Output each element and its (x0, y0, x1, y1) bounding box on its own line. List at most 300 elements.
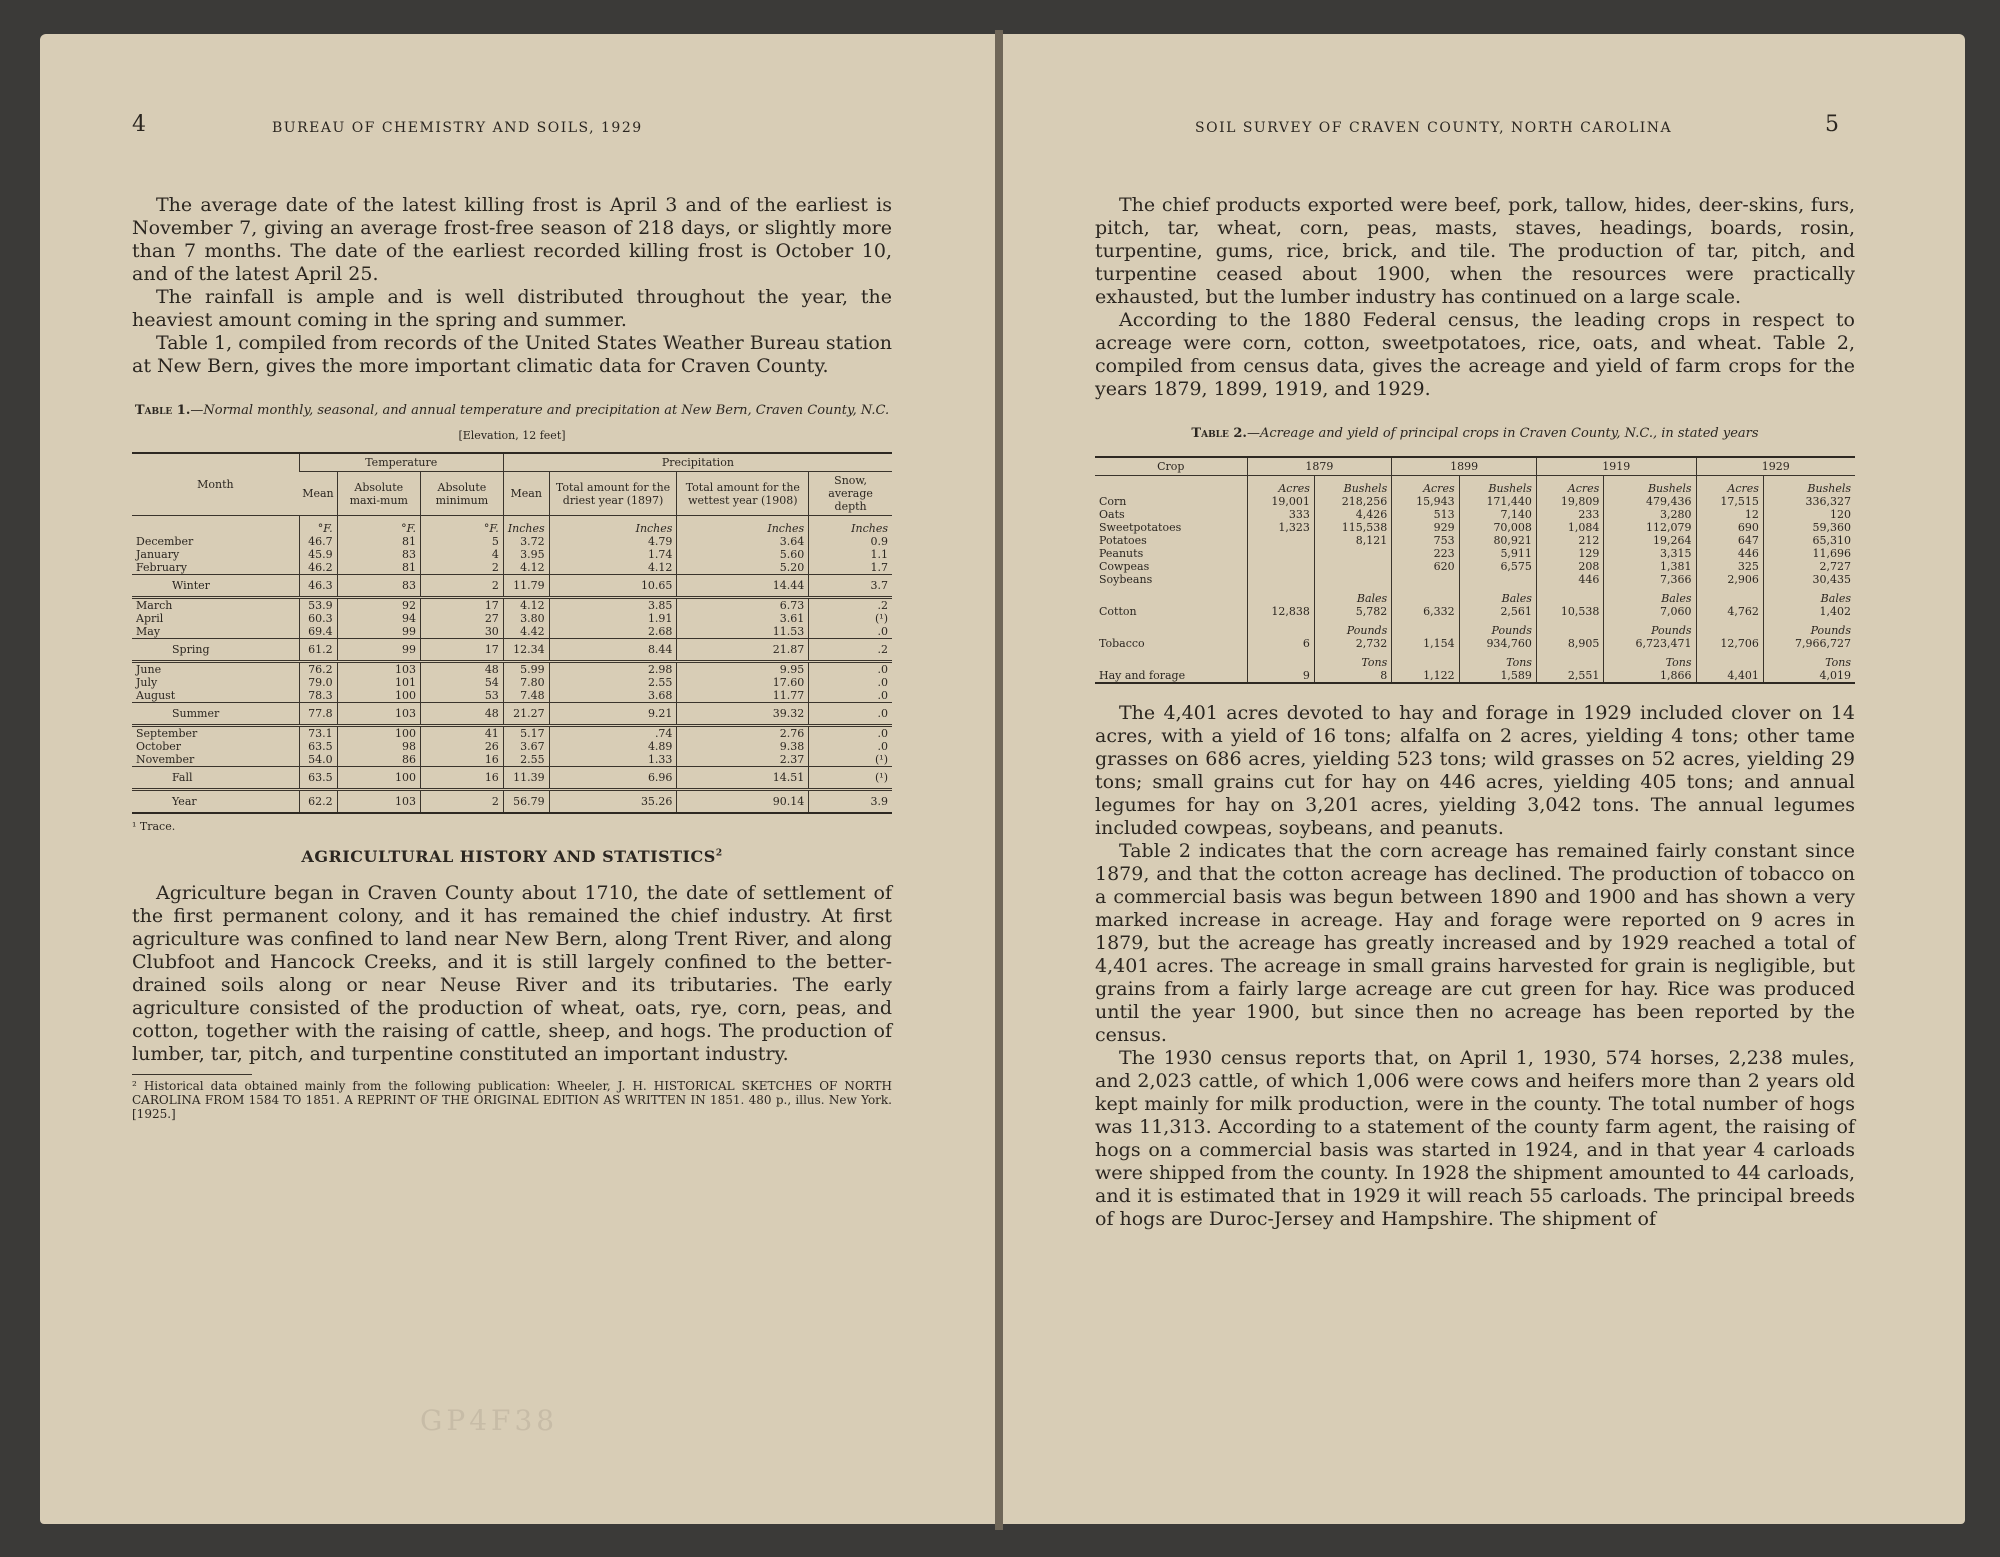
table-cell: 103 (337, 703, 420, 726)
unit-label: Acres (1536, 476, 1603, 496)
col-year: 1919 (1536, 457, 1696, 476)
table-cell: Corn (1099, 495, 1127, 508)
table-cell: 6,575 (1459, 560, 1536, 573)
table-cell: 5.60 (677, 548, 809, 561)
table-cell: 4 (421, 548, 504, 561)
table-cell: 4.89 (549, 740, 677, 753)
table1-label: Table 1. (134, 403, 191, 418)
table-cell: 61.2 (299, 639, 337, 662)
unit-label: Bales (1459, 586, 1536, 605)
table-cell: 479,436 (1604, 495, 1696, 508)
table2-caption (1095, 425, 1855, 442)
table-cell: 2 (421, 575, 504, 598)
unit-label: Pounds (1459, 618, 1536, 637)
unit-label: Acres (1696, 476, 1763, 496)
table-cell: 5.17 (503, 726, 549, 741)
table-row (1095, 534, 1855, 547)
table1-footnote: ¹ Trace. (132, 820, 176, 833)
table-cell: 8.44 (549, 639, 677, 662)
footnote: ² Historical data obtained mainly from the following publication: Wheeler, J. H. HISTORICAL SKETCHES OF NORTH CAROLINA FROM 1584 TO 1851. A REPRINT OF THE ORIGINAL EDITION AS WRITTEN IN 1851. 480 p., illus. New York. [1925.] (132, 1079, 892, 1121)
table-cell: 446 (1696, 547, 1763, 560)
table-cell: Oats (1099, 508, 1125, 521)
table-cell: 62.2 (299, 790, 337, 814)
table-row (1095, 573, 1855, 586)
table-cell: 325 (1696, 560, 1763, 573)
table-cell (1247, 534, 1314, 547)
table-cell: 77.8 (299, 703, 337, 726)
table-cell: January (136, 548, 180, 561)
table-cell: 53 (421, 689, 504, 703)
table-cell: 2.55 (503, 753, 549, 767)
table-cell: 81 (337, 535, 420, 548)
table-cell: 4,426 (1314, 508, 1391, 521)
table-cell: 65,310 (1763, 534, 1855, 547)
table-cell: 100 (337, 767, 420, 790)
season-total-row (132, 703, 892, 726)
table-cell: 1.7 (809, 561, 892, 575)
table-cell: 83 (337, 548, 420, 561)
table-cell: 2.76 (677, 726, 809, 741)
table-cell: 54 (421, 676, 504, 689)
table-cell: 2 (421, 790, 504, 814)
table-cell: 1.91 (549, 612, 677, 625)
table-cell: 4.12 (503, 598, 549, 613)
table-cell: 2,732 (1314, 637, 1391, 650)
table-cell: Cowpeas (1099, 560, 1150, 573)
unit-label: Tons (1763, 650, 1855, 669)
table-cell: September (136, 727, 198, 740)
table-cell: 48 (421, 662, 504, 677)
table-unit-row (1095, 618, 1855, 637)
table-cell: 16 (421, 753, 504, 767)
table-cell: 78.3 (299, 689, 337, 703)
table-unit-row (1095, 476, 1855, 496)
table-cell: .0 (809, 726, 892, 741)
table-row (1095, 605, 1855, 618)
table-cell: Soybeans (1099, 573, 1153, 586)
table-cell: 7.48 (503, 689, 549, 703)
unit-label: Tons (1604, 650, 1696, 669)
table-row (132, 726, 892, 741)
table-cell: .2 (809, 639, 892, 662)
unit-label: Tons (1459, 650, 1536, 669)
table-cell: 92 (337, 598, 420, 613)
unit-label: Inches (549, 516, 677, 536)
table-cell: 3.95 (503, 548, 549, 561)
table-unit-row (1095, 650, 1855, 669)
left-folio: 4 (132, 112, 146, 137)
table-cell: 81 (337, 561, 420, 575)
table-cell: .2 (809, 598, 892, 613)
table-cell: 2.37 (677, 753, 809, 767)
table-row (132, 753, 892, 767)
table-cell: August (136, 689, 176, 702)
unit-label: Acres (1247, 476, 1314, 496)
col-temp-mean: Mean (299, 472, 337, 516)
table-cell: 6 (1247, 637, 1314, 650)
col-precip-wettest: Total amount for the wettest year (1908) (677, 472, 809, 516)
table-cell: 2.98 (549, 662, 677, 677)
table-cell: 73.1 (299, 726, 337, 741)
table-cell: 690 (1696, 521, 1763, 534)
section-heading-ref: 2 (715, 848, 723, 859)
table-cell: 3.64 (677, 535, 809, 548)
table-cell: 26 (421, 740, 504, 753)
table-cell (1314, 560, 1391, 573)
table-cell: 17 (421, 598, 504, 613)
table-cell: 30,435 (1763, 573, 1855, 586)
table-cell: Hay and forage (1095, 669, 1247, 683)
climate-table-body (132, 516, 892, 814)
unit-label: Bushels (1314, 476, 1391, 496)
table-cell: 99 (337, 639, 420, 662)
group-temperature: Temperature (299, 453, 503, 472)
table-row (1095, 637, 1855, 650)
table2-label: Table 2. (1191, 426, 1247, 441)
table-cell: 27 (421, 612, 504, 625)
table-cell: 6.73 (677, 598, 809, 613)
year-total-row (132, 790, 892, 814)
paragraph: According to the 1880 Federal census, the leading crops in respect to acreage were corn, cotton, sweetpotatoes, rice, oats, and wheat. Table 2, compiled from census data, gives the acreage and yield of farm crops for the years 1879, 1899, 1919, and 1929. (1095, 309, 1855, 400)
table-cell: 7.80 (503, 676, 549, 689)
table-cell: 1,084 (1536, 521, 1603, 534)
col-year: 1879 (1247, 457, 1392, 476)
unit-label: Inches (503, 516, 549, 536)
table-cell: 103 (337, 662, 420, 677)
table1-elevation: [Elevation, 12 feet] (458, 429, 566, 442)
unit-label: Bales (1763, 586, 1855, 605)
table-row (132, 598, 892, 613)
season-total-row (132, 639, 892, 662)
table-cell: Summer (132, 703, 299, 726)
col-year: 1929 (1696, 457, 1855, 476)
table-cell: 17,515 (1696, 495, 1763, 508)
table-cell: 171,440 (1459, 495, 1536, 508)
table-cell: 11.53 (677, 625, 809, 639)
unit-label: Bushels (1459, 476, 1536, 496)
table-cell: 9.21 (549, 703, 677, 726)
table-cell (1314, 547, 1391, 560)
unit-label: Pounds (1763, 618, 1855, 637)
table-cell: 59,360 (1763, 521, 1855, 534)
table-cell: May (136, 625, 161, 638)
right-column (1095, 194, 1855, 1231)
table-cell: 80,921 (1459, 534, 1536, 547)
table-cell (1314, 573, 1391, 586)
table-cell: 223 (1392, 547, 1459, 560)
table-cell: 1,402 (1763, 605, 1855, 618)
table-cell: .74 (549, 726, 677, 741)
table-cell: 620 (1392, 560, 1459, 573)
right-folio: 5 (1825, 112, 1839, 137)
table-cell: 46.7 (299, 535, 337, 548)
table-cell: Tobacco (1099, 637, 1145, 650)
table-cell: 5,911 (1459, 547, 1536, 560)
table-cell: 2 (421, 561, 504, 575)
table-cell: 12,838 (1247, 605, 1314, 618)
table-row (1095, 560, 1855, 573)
table-cell: 1,381 (1604, 560, 1696, 573)
table-cell: 17 (421, 639, 504, 662)
col-precip-mean: Mean (503, 472, 549, 516)
table-row (132, 676, 892, 689)
table-cell: 10.65 (549, 575, 677, 598)
table-cell: 120 (1763, 508, 1855, 521)
table-cell: (¹) (809, 612, 892, 625)
table-cell: 79.0 (299, 676, 337, 689)
table-cell: 15,943 (1392, 495, 1459, 508)
table-row (1095, 521, 1855, 534)
table-cell: 90.14 (677, 790, 809, 814)
faded-stamp: GP4F38 (420, 1404, 559, 1437)
table-cell: 2,551 (1536, 669, 1603, 683)
col-crop: Crop (1095, 457, 1247, 476)
table-cell: 6,723,471 (1604, 637, 1696, 650)
table-cell: 3.7 (809, 575, 892, 598)
table-cell: 56.79 (503, 790, 549, 814)
table-cell: 86 (337, 753, 420, 767)
table-cell: 5,782 (1314, 605, 1391, 618)
table-cell: 76.2 (299, 662, 337, 677)
unit-label: °F. (337, 516, 420, 536)
table-cell: July (136, 676, 158, 689)
unit-label: Pounds (1314, 618, 1391, 637)
table-cell: 45.9 (299, 548, 337, 561)
table-cell: 98 (337, 740, 420, 753)
table-cell: 1,866 (1604, 669, 1696, 683)
table-cell: 212 (1536, 534, 1603, 547)
table-cell: 1.1 (809, 548, 892, 561)
left-page (40, 34, 995, 1524)
right-running-head: SOIL SURVEY OF CRAVEN COUNTY, NORTH CAROLINA (1195, 120, 1673, 136)
table-cell: 3.61 (677, 612, 809, 625)
table-cell (1247, 560, 1314, 573)
table-row (1095, 669, 1855, 683)
table-cell: 934,760 (1459, 637, 1536, 650)
table-cell: 21.87 (677, 639, 809, 662)
paragraph: The 4,401 acres devoted to hay and forage in 1929 included clover on 14 acres, with a yield of 16 tons; alfalfa on 2 acres, yielding 4 tons; other tame grasses on 686 acres, yielding 523 tons; wild grasses on 52 acres, yielding 29 tons; small grains cut for hay on 446 acres, yielding 405 tons; and annual legumes for hay on 3,201 acres, yielding 3,042 tons. The annual legumes included cowpeas, soybeans, and peanuts. (1095, 702, 1855, 839)
paragraph: Table 2 indicates that the corn acreage has remained fairly constant since 1879, and that the cotton acreage has declined. The production of tobacco on a commercial basis was begun between 1890 and 1900 and has shown a very marked increase in acreage. Hay and forage were reported on 9 acres in 1879, but the acreage has greatly increased and by 1929 reached a total of 4,401 acres. The acreage in small grains harvested for grain is negligible, but grains from a fairly large acreage are cut green for hay. Rice was produced until the year 1900, but since then no acreage has been reported by the census. (1095, 840, 1855, 1046)
table-unit-row (132, 516, 892, 536)
table-cell: 4,401 (1696, 669, 1763, 683)
table-cell: Fall (132, 767, 299, 790)
table-cell: 1,154 (1392, 637, 1459, 650)
table-row (132, 689, 892, 703)
table-unit-row (1095, 586, 1855, 605)
table-cell: 336,327 (1763, 495, 1855, 508)
col-temp-max: Absolute maxi-mum (337, 472, 420, 516)
col-year: 1899 (1392, 457, 1537, 476)
table-row (132, 535, 892, 548)
table-row (132, 662, 892, 677)
table-cell: June (136, 663, 162, 676)
table-cell: 513 (1392, 508, 1459, 521)
table-cell: 19,809 (1536, 495, 1603, 508)
table-row (1095, 547, 1855, 560)
table-cell: 4.42 (503, 625, 549, 639)
table-cell: Cotton (1099, 605, 1137, 618)
table-cell: 35.26 (549, 790, 677, 814)
table-row (132, 612, 892, 625)
table-cell: 2.68 (549, 625, 677, 639)
table-cell (1459, 573, 1536, 586)
table-row (1095, 508, 1855, 521)
table-cell: 9.38 (677, 740, 809, 753)
table-cell: November (136, 753, 195, 766)
unit-label: Bales (1314, 586, 1391, 605)
table-cell: 19,264 (1604, 534, 1696, 547)
table-cell: 30 (421, 625, 504, 639)
table-cell: 8 (1314, 669, 1391, 683)
table-cell: 2.55 (549, 676, 677, 689)
table-cell: 12 (1696, 508, 1763, 521)
table-cell: 3.68 (549, 689, 677, 703)
col-temp-min: Absolute minimum (421, 472, 504, 516)
table-cell: 218,256 (1314, 495, 1391, 508)
table-cell: 208 (1536, 560, 1603, 573)
table-cell: 63.5 (299, 767, 337, 790)
table-cell: 21.27 (503, 703, 549, 726)
table-cell: 6.96 (549, 767, 677, 790)
table-row (1095, 495, 1855, 508)
table-cell: Sweetpotatoes (1099, 521, 1182, 534)
table-cell: 1,589 (1459, 669, 1536, 683)
unit-label: Inches (809, 516, 892, 536)
paragraph: The chief products exported were beef, pork, tallow, hides, deer-skins, furs, pitch, tar, wheat, corn, peas, masts, staves, headings, boards, rosin, turpentine, gums, rice, brick, and tile. The production of tar, pitch, and turpentine ceased about 1900, when the resources were practically exhausted, but the lumber industry has continued on a large scale. (1095, 194, 1855, 308)
table-cell: Year (132, 790, 299, 814)
table-cell: .0 (809, 625, 892, 639)
table-cell: 14.51 (677, 767, 809, 790)
table-row (132, 625, 892, 639)
table-cell: 233 (1536, 508, 1603, 521)
table-cell: 8,905 (1536, 637, 1603, 650)
table-cell: 11.77 (677, 689, 809, 703)
table-cell: 0.9 (809, 535, 892, 548)
table-cell: 2,727 (1763, 560, 1855, 573)
table-row (132, 740, 892, 753)
table-cell: 11,696 (1763, 547, 1855, 560)
table-cell: 63.5 (299, 740, 337, 753)
table-cell: 3.80 (503, 612, 549, 625)
group-precipitation: Precipitation (503, 453, 892, 472)
table-cell: October (136, 740, 182, 753)
table-cell: 17.60 (677, 676, 809, 689)
crops-table-body (1095, 476, 1855, 684)
table-cell: 14.44 (677, 575, 809, 598)
col-precip-driest: Total amount for the driest year (1897) (549, 472, 677, 516)
table-cell: .0 (809, 662, 892, 677)
unit-label: Tons (1314, 650, 1391, 669)
table1-caption-text: —Normal monthly, seasonal, and annual temperature and precipitation at New Bern, Craven County, N.C. (190, 403, 890, 418)
table-cell: 7,060 (1604, 605, 1696, 618)
section-heading (132, 847, 892, 866)
unit-label: Bales (1604, 586, 1696, 605)
table-cell: 10,538 (1536, 605, 1603, 618)
table-cell: 70,008 (1459, 521, 1536, 534)
table-row (132, 561, 892, 575)
paragraph: The average date of the latest killing frost is April 3 and of the earliest is November 7, giving an average frost-free season of 218 days, or slightly more than 7 months. The date of the earliest recorded killing frost is October 10, and of the latest April 25. (132, 194, 892, 285)
unit-label: °F. (299, 516, 337, 536)
table-cell: 60.3 (299, 612, 337, 625)
table-cell: 4,019 (1763, 669, 1855, 683)
table-cell: Winter (132, 575, 299, 598)
season-total-row (132, 767, 892, 790)
table-cell: 112,079 (1604, 521, 1696, 534)
left-running-head: BUREAU OF CHEMISTRY AND SOILS, 1929 (272, 120, 643, 136)
table-cell (1247, 547, 1314, 560)
table-cell: 4.12 (503, 561, 549, 575)
table-cell: 2,906 (1696, 573, 1763, 586)
footnote-rule (132, 1074, 252, 1075)
paragraph: Agriculture began in Craven County about 1710, the date of settlement of the first permanent colony, and it has remained the chief industry. At first agriculture was confined to land near New Bern, along Trent River, and along Clubfoot and Hancock Creeks, and it is still largely confined to the better-drained soils along or near Neuse River and its tributaries. The early agriculture consisted of the production of wheat, oats, rye, corn, peas, and cotton, together with the raising of cattle, sheep, and hogs. The production of lumber, tar, pitch, and turpentine constituted an important industry. (132, 882, 892, 1065)
table-cell: April (136, 612, 164, 625)
table-cell (1392, 573, 1459, 586)
table-cell: Peanuts (1099, 547, 1144, 560)
unit-label: °F. (421, 516, 504, 536)
table-cell: 69.4 (299, 625, 337, 639)
book-gutter (995, 30, 1003, 1530)
paragraph: The 1930 census reports that, on April 1, 1930, 574 horses, 2,238 mules, and 2,023 cattle, of which 1,006 were cows and heifers more than 2 years old kept mainly for milk production, were in the county. The total number of hogs was 11,313. According to a statement of the county farm agent, the raising of hogs on a commercial basis was started in 1924, and in that year 4 carloads were shipped from the county. In 1928 the shipment amounted to 44 carloads, and it is estimated that in 1929 it will reach 55 carloads. The principal breeds of hogs are Duroc-Jersey and Hampshire. The shipment of (1095, 1047, 1855, 1230)
table-cell: Spring (132, 639, 299, 662)
table-cell: 929 (1392, 521, 1459, 534)
table-cell: 1,323 (1247, 521, 1314, 534)
table-cell: 48 (421, 703, 504, 726)
table-cell: 12,706 (1696, 637, 1763, 650)
col-month: Month (132, 453, 299, 516)
table-cell: 7,140 (1459, 508, 1536, 521)
table-cell: 83 (337, 575, 420, 598)
table-cell: .0 (809, 676, 892, 689)
table-cell: 8,121 (1314, 534, 1391, 547)
right-page (1003, 34, 1965, 1524)
table-cell: 333 (1247, 508, 1314, 521)
table-cell: 3.67 (503, 740, 549, 753)
table-cell: 5.99 (503, 662, 549, 677)
table-cell: 5 (421, 535, 504, 548)
crops-table (1095, 456, 1855, 684)
table-cell: 3,280 (1604, 508, 1696, 521)
table-cell: 41 (421, 726, 504, 741)
table-cell: 100 (337, 689, 420, 703)
table-cell: 39.32 (677, 703, 809, 726)
season-total-row (132, 575, 892, 598)
table-cell: 94 (337, 612, 420, 625)
unit-label: Pounds (1604, 618, 1696, 637)
table-cell: 11.79 (503, 575, 549, 598)
table-cell: 9.95 (677, 662, 809, 677)
table-cell: 100 (337, 726, 420, 741)
table-cell: 46.3 (299, 575, 337, 598)
table-cell: 101 (337, 676, 420, 689)
left-column (132, 194, 892, 1121)
table-cell: 3.72 (503, 535, 549, 548)
table-cell: 16 (421, 767, 504, 790)
table-cell: 11.39 (503, 767, 549, 790)
table-cell: (¹) (809, 753, 892, 767)
table-cell: 54.0 (299, 753, 337, 767)
table-row (132, 548, 892, 561)
unit-label: Acres (1392, 476, 1459, 496)
table-cell: 19,001 (1247, 495, 1314, 508)
table-cell: February (136, 561, 187, 574)
table-cell: 6,332 (1392, 605, 1459, 618)
table-cell: 3,315 (1604, 547, 1696, 560)
table2-caption-text: —Acreage and yield of principal crops in Craven County, N.C., in stated years (1246, 426, 1759, 441)
unit-label: Bushels (1763, 476, 1855, 496)
table-cell: .0 (809, 740, 892, 753)
unit-label: Inches (677, 516, 809, 536)
table-cell: .0 (809, 689, 892, 703)
